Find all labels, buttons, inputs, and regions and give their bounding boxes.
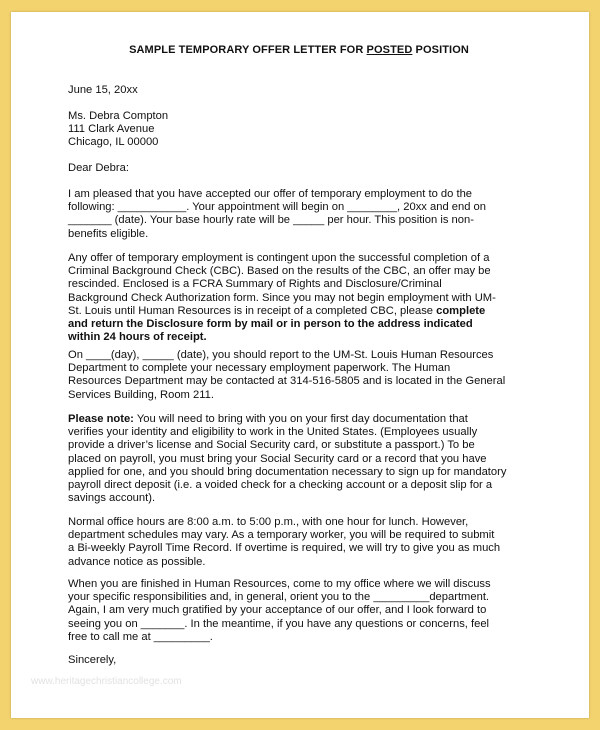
paragraph-report xyxy=(68,349,530,402)
line: Any offer of temporary employment is contingent upon the successful completion of a xyxy=(68,252,490,264)
line: free to call me at _________. xyxy=(68,630,213,643)
line: I am pleased that you have accepted our offer of temporary employment to do the xyxy=(68,188,473,200)
line: a Bi-weekly Payroll Time Record. If overtime is required, we will try to give you as much xyxy=(68,542,501,555)
bold-line: within 24 hours of receipt. xyxy=(68,331,207,344)
paragraph-please-note xyxy=(68,413,530,505)
line: applied for one, and you should bring documentation necessary to sign up for mandatory xyxy=(68,465,507,478)
line: seeing you on _______. In the meantime, if you have any questions or concerns, feel xyxy=(68,617,490,630)
paragraph-background-check xyxy=(68,252,530,344)
title-text-start: SAMPLE TEMPORARY OFFER LETTER FOR xyxy=(129,44,367,56)
line xyxy=(68,305,530,318)
line: provide a driver’s license and Social Security card, or substitute a passport.) To be xyxy=(68,439,475,452)
paragraph-office-hours xyxy=(68,516,530,569)
line: benefits eligible. xyxy=(68,227,149,240)
recipient-address xyxy=(68,110,530,150)
recipient-street: 111 Clark Avenue xyxy=(68,123,155,136)
letter-title xyxy=(68,44,530,57)
paragraph-offer xyxy=(68,188,530,241)
recipient-city: Chicago, IL 00000 xyxy=(68,136,159,149)
line xyxy=(68,413,530,426)
line: On ____(day), _____ (date), you should report to the UM-St. Louis Human Resources xyxy=(68,349,494,361)
line-text: St. Louis until Human Resources is in receipt of a completed CBC, please xyxy=(68,304,437,317)
letter-date: June 15, 20xx xyxy=(68,84,138,96)
line: following: ___________. Your appointment will begin on ________, 20xx and end on xyxy=(68,201,487,214)
line: Services Building, Room 211. xyxy=(68,388,214,401)
line: Department to complete your necessary employment paperwork. The Human xyxy=(68,362,451,375)
document-page xyxy=(11,12,589,718)
line-text: You will need to bring with you on your first day documentation that xyxy=(133,413,468,425)
closing: Sincerely, xyxy=(68,654,117,666)
bold-text: complete xyxy=(436,304,486,317)
line: your specific responsibilities and, in general, orient you to the _________department. xyxy=(68,591,490,604)
please-note-label: Please note: xyxy=(68,413,134,425)
bold-line: and return the Disclosure form by mail or in person to the address indicated xyxy=(68,318,473,331)
line: When you are finished in Human Resources, come to my office where we will discuss xyxy=(68,578,491,590)
line: Background Check Authorization form. Since you may not begin employment with UM- xyxy=(68,291,496,304)
recipient-name: Ms. Debra Compton xyxy=(68,110,169,122)
line: placed on payroll, you must bring your Social Security card or a record that you have xyxy=(68,452,487,465)
line: advance notice as possible. xyxy=(68,555,206,568)
line: Criminal Background Check (CBC). Based on the results of the CBC, an offer may be xyxy=(68,265,491,278)
line: savings account). xyxy=(68,492,156,505)
salutation: Dear Debra: xyxy=(68,162,129,174)
paragraph-closing-remarks xyxy=(68,578,530,644)
line: Normal office hours are 8:00 a.m. to 5:00 p.m., with one hour for lunch. However, xyxy=(68,516,469,528)
line: Again, I am very much gratified by your acceptance of our offer, and I look forward to xyxy=(68,604,487,617)
line: _______ (date). Your base hourly rate will be _____ per hour. This position is non- xyxy=(68,214,474,227)
line: rescinded. Enclosed is a FCRA Summary of Rights and Disclosure/Criminal xyxy=(68,278,442,291)
title-underlined-word: POSTED xyxy=(366,44,413,56)
line: Resources Department may be contacted at 314-516-5805 and is located in the General xyxy=(68,375,506,388)
title-text-end: POSITION xyxy=(412,44,469,56)
line: verifies your identity and eligibility to work in the United States. (Employees usually xyxy=(68,426,478,439)
watermark: www.heritagechristiancollege.com xyxy=(31,676,182,687)
line: department schedules may vary. As a temporary worker, you will be required to submit xyxy=(68,529,495,542)
line: payroll direct deposit (i.e. a voided check for a checking account or a deposit slip for a xyxy=(68,479,493,492)
